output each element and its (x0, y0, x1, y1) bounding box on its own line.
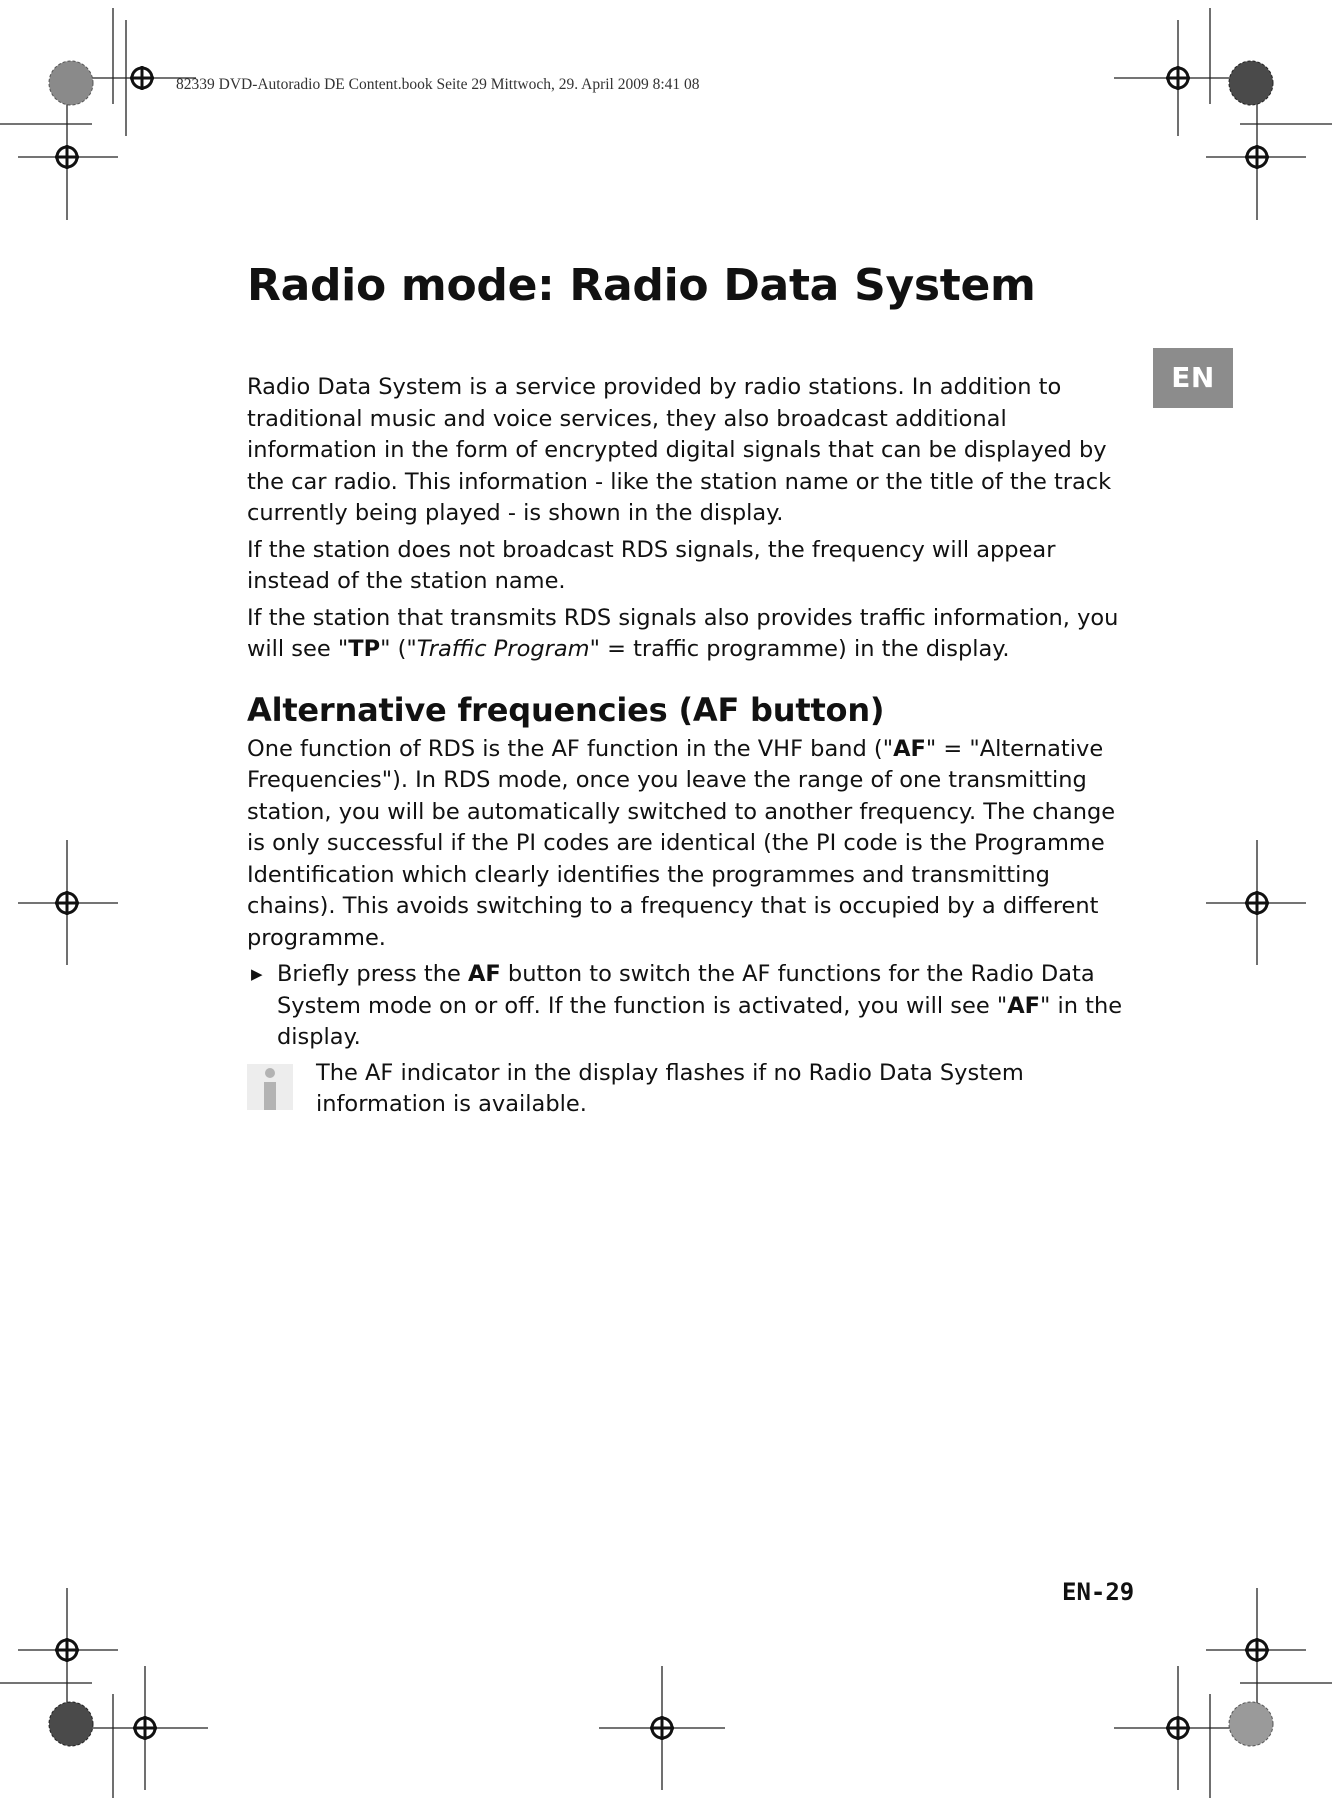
traffic-program-term: Traffic Program (416, 636, 590, 662)
af-label: AF (893, 735, 926, 762)
intro-p3-text-a: If the station that transmits RDS signals also provides traffic information, you will see " (247, 604, 1119, 662)
page-title: Radio mode: Radio Data System (247, 260, 1036, 311)
intro-paragraph-3 (247, 603, 1137, 666)
info-note (247, 1058, 1137, 1121)
intro-paragraph-1: Radio Data System is a service provided by radio stations. In addition to traditional music and voice services, they also broadcast additional information in the form of encrypted digital signals that can be displayed by the car radio. This information - like the station name or the title of the track currently being played - is shown in the display. (247, 374, 1112, 526)
section-heading-af: Alternative frequencies (AF button) (247, 690, 885, 729)
body-text (247, 372, 1137, 1121)
af-display-label: AF (1007, 992, 1041, 1019)
instruction-bullet (247, 959, 1137, 1054)
note-text: The AF indicator in the display flashes if no Radio Data System information is available. (316, 1059, 1024, 1117)
af-p1-text-b: " = "Alternative Frequencies"). In RDS mode, once you leave the range of one transmitting station, you will be automatically switched to another frequency. The change is only successful if the PI codes are identical (the PI code is the Programme Identification which clearly identifies the programmes and transmitting chains). This avoids switching to a frequency that is occupied by a different programme. (247, 735, 1116, 951)
af-p1-text-a: One function of RDS is the AF function in the VHF band (" (247, 735, 894, 762)
intro-paragraph-2: If the station does not broadcast RDS signals, the frequency will appear instead of the station name. (247, 536, 1056, 594)
intro-p3-text-b: " (" (380, 636, 417, 662)
info-icon (247, 1064, 293, 1110)
language-tab: EN (1153, 348, 1233, 408)
print-header: 82339 DVD-Autoradio DE Content.book Seite 29 Mittwoch, 29. April 2009 8:41 08 (176, 76, 700, 93)
bullet-text-a: Briefly press the (277, 961, 468, 987)
intro-p3-text-c: " = traffic programme) in the display. (589, 636, 1010, 662)
tp-label: TP (348, 636, 381, 662)
page-number: EN-29 (1062, 1578, 1135, 1606)
bullet-text-b: button to switch the AF functions for the Radio Data System mode on or off. If the function is activated, you will see " (277, 961, 1095, 1019)
af-button-label: AF (467, 961, 501, 987)
bullet-text-c: " in the display. (277, 992, 1123, 1050)
triangle-right-icon: ▶ (251, 965, 263, 983)
af-paragraph (247, 734, 1137, 955)
